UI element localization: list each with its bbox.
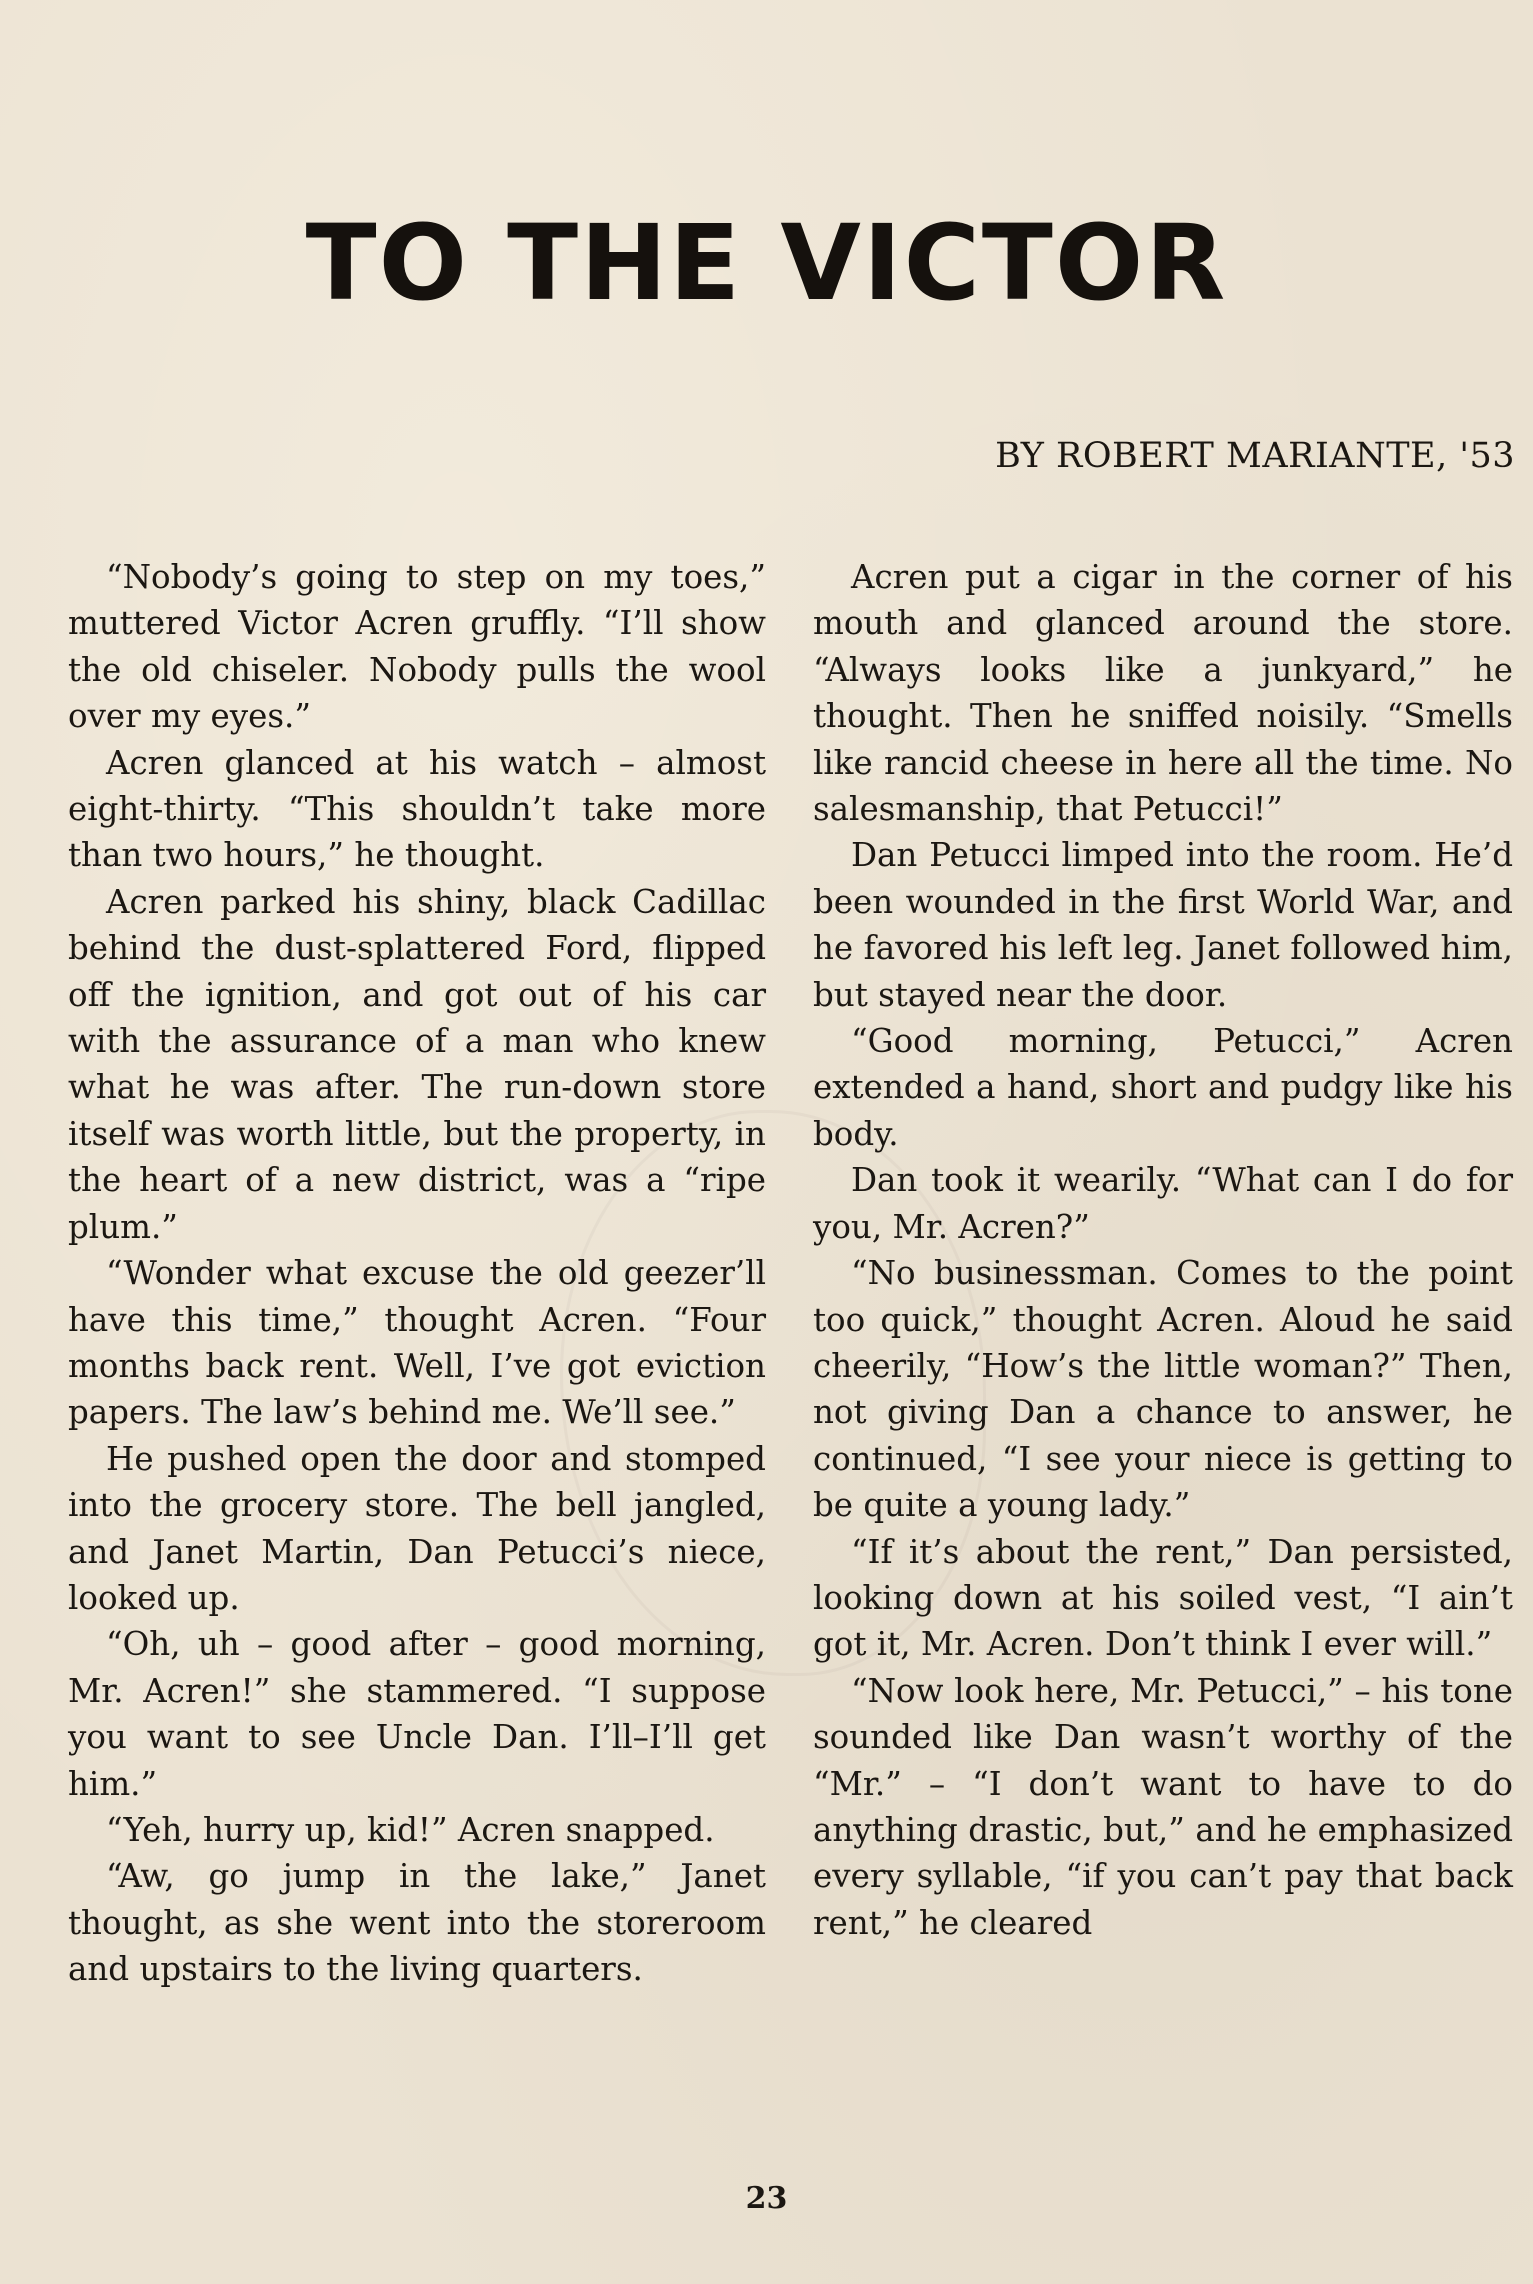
paragraph: “Nobody’s going to step on my toes,” muttered Victor Acren gruffly. “I’ll show the old chiseler. Nobody pulls the wool over my eyes.”: [68, 558, 766, 736]
paragraph: “If it’s about the rent,” Dan persisted, looking down at his soiled vest, “I ain’t got it, Mr. Acren. Don’t think I ever will.”: [813, 1532, 1513, 1664]
paragraph: He pushed open the door and stomped into the grocery store. The bell jangled, and Janet Martin, Dan Petucci’s niece, looked up.: [68, 1439, 766, 1617]
paragraph: “No businessman. Comes to the point too quick,” thought Acren. Aloud he said cheerily, “How’s the little woman?” Then, not giving Dan a chance to answer, he continued, “I see your niece is getting to be quite a young lady.”: [813, 1254, 1513, 1525]
story-title: TO THE VICTOR: [305, 202, 1228, 324]
page-number: 23: [745, 2181, 788, 2216]
paragraph: “Good morning, Petucci,” Acren extended a hand, short and pudgy like his body.: [813, 1022, 1513, 1153]
paragraph: “Aw, go jump in the lake,” Janet thought, as she went into the storeroom and upstairs to the living quarters.: [68, 1857, 766, 1989]
left-text-column: [68, 554, 766, 1993]
paragraph: Acren parked his shiny, black Cadillac behind the dust-splattered Ford, flipped off the ignition, and got out of his car with the assurance of a man who knew what he was after. The run-down store itself was worth little, but the property, in the heart of a new district, was a “ripe plum.”: [68, 882, 766, 1246]
paragraph: “Oh, uh – good after – good morning, Mr. Acren!” she stammered. “I suppose you want to see Uncle Dan. I’ll–I’ll get him.”: [68, 1625, 766, 1803]
author-byline: BY ROBERT MARIANTE, '53: [995, 436, 1515, 476]
paragraph: “Yeh, hurry up, kid!” Acren snapped.: [106, 1810, 715, 1849]
paragraph: Acren put a cigar in the corner of his mouth and glanced around the store. “Always looks like a junkyard,” he thought. Then he sniffed noisily. “Smells like rancid cheese in here all the time. No salesmanship, that Petucci!”: [813, 558, 1513, 829]
paragraph: Dan Petucci limped into the room. He’d been wounded in the first World War, and he favored his left leg. Janet followed him, but stayed near the door.: [813, 836, 1513, 1014]
right-text-column: [813, 554, 1513, 1946]
paragraph: Acren glanced at his watch – almost eight-thirty. “This shouldn’t take more than two hours,” he thought.: [68, 743, 766, 875]
paragraph: Dan took it wearily. “What can I do for you, Mr. Acren?”: [813, 1161, 1513, 1246]
paragraph: “Wonder what excuse the old geezer’ll have this time,” thought Acren. “Four months back rent. Well, I’ve got eviction papers. The law’s behind me. We’ll see.”: [68, 1254, 766, 1432]
paragraph: “Now look here, Mr. Petucci,” – his tone sounded like Dan wasn’t worthy of the “Mr.” – “I don’t want to have to do anything drastic, but,” and he emphasized every syllable, “if you can’t pay that back rent,” he cleared: [813, 1671, 1513, 1942]
